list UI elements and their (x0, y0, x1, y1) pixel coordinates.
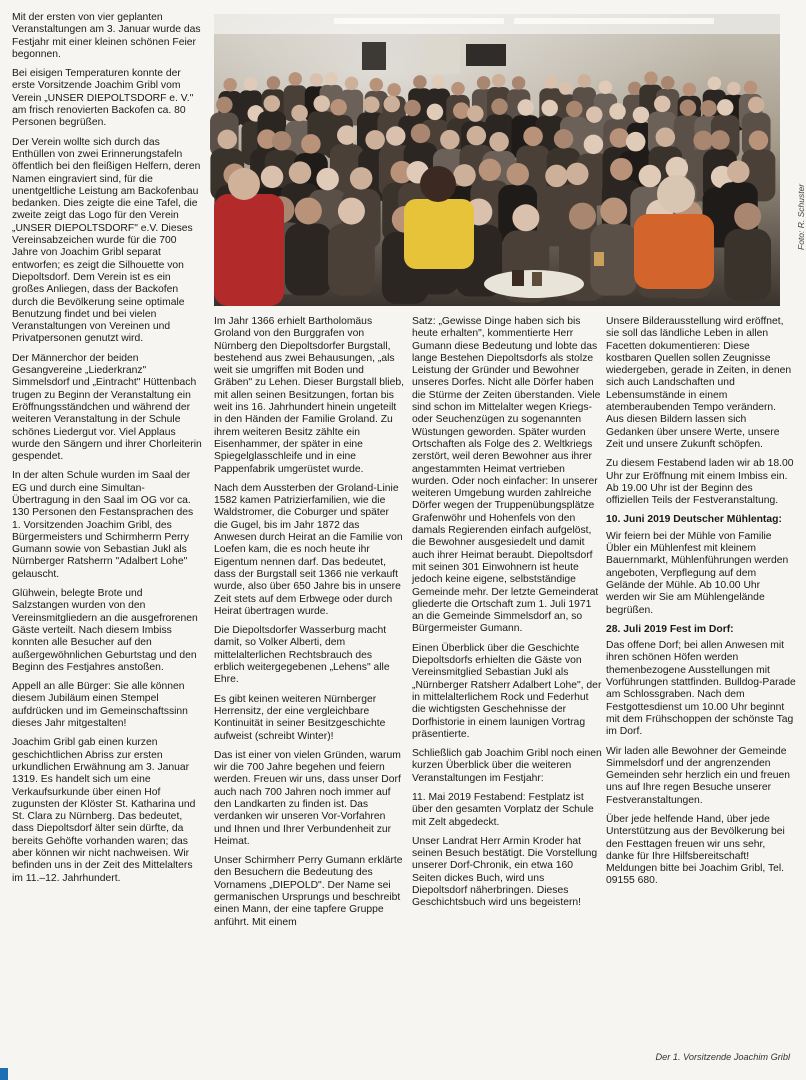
crowd-head (223, 78, 237, 92)
crowd-head (734, 203, 761, 230)
crowd-head (440, 130, 460, 150)
crowd-head (387, 83, 401, 97)
crowd-head (610, 158, 633, 181)
crowd-head (384, 96, 401, 113)
crowd-head (744, 81, 758, 95)
paragraph: Über jede helfende Hand, über jede Unterstützung aus der Bevölkerung bei den Festtagen freuen wir uns sehr, danke für Ihre Hilfsbereitschaft! Meldungen bitte bei Joachim Gribl, Tel. 09155 680. (606, 813, 785, 887)
paragraph: Es gibt keinen weiteren Nürnberger Herrensitz, der eine vergleichbare Kontinuität in seiner Besitzgeschichte aufweist (schreibt Winter)! (214, 693, 386, 742)
crowd-figure (724, 229, 771, 301)
text-column-4 (606, 316, 796, 895)
crowd-head (644, 72, 658, 86)
crowd-head (404, 100, 421, 117)
crowd-head (512, 204, 539, 231)
paragraph: Glühwein, belegte Brote und Salzstangen wurden von den Vereinsmitgliedern an die ausgefrorenen Gäste verteilt. Nach diesem Imbiss konnten alle Besucher auf den außergewöhnlichen Geburtstag und den Beginn des Festjahres anstoßen. (12, 588, 198, 673)
crowd-head (683, 83, 697, 97)
paragraph: Die Diepoltsdorfer Wasserburg macht damit, so Volker Alberti, dem mittelalterlichen Rechtsbrauch des erblich weitergegebenen „Lehens" alle Ehre. (214, 625, 390, 686)
crowd-head (492, 74, 506, 88)
crowd-head (710, 130, 730, 150)
crowd-head (559, 81, 573, 95)
crowd-head (432, 75, 446, 89)
paragraph: Das offene Dorf; bei allen Anwesen mit ihren schönen Höfen werden themenbezogene Ausstellungen mit Vorführungen stattfinden. Bulldog-Parade am Schlossgraben. Nach dem Festgottesdienst um 10.00 Uhr beginnt mit dem Frühschoppen der schönste Tag im Dorf. (606, 640, 796, 738)
crowd-head (467, 105, 484, 122)
crowd-head (708, 77, 722, 91)
crowd-head (477, 76, 491, 90)
crowd-head (289, 161, 312, 184)
crowd-head (693, 131, 713, 151)
crowd-head (700, 100, 717, 117)
crowd-head (330, 99, 347, 116)
crowd-head (610, 128, 630, 148)
crowd-head (295, 197, 322, 224)
crowd-head (523, 127, 543, 147)
paragraph: Nach dem Aussterben der Groland-Linie 1582 kamen Patrizierfamilien, wie die Waldstromer, die Coburger und später die Gugel, bis im Jahr 1872 das Anwesen durch Heirat an die Familie von Loefen kam, die es noch heute ihr Eigentum nennen darf. Das bedeutet, dass der Burgstall seit 1366 nie verkauft wurde, also über 650 Jahre bis in unsere Zeit stets auf dem Erbwege oder durch Heirat übertragen wurde. (214, 482, 403, 617)
crowd-head (337, 125, 357, 145)
crowd-head (218, 130, 238, 150)
crowd-head (609, 103, 626, 120)
crowd-head (566, 101, 583, 118)
crowd-head (749, 131, 769, 151)
paragraph: Satz: „Gewisse Dinge haben sich bis heute erhalten", kommentierte Herr Gumann diese Bedeutung und lobte das lange Bestehen Diepoltsdorfs als stolze Leistung der Gründer und Bewohner unseres Dorfes. Nicht alle Dörfer haben die Stürme der Zeiten überstanden. Viele sind schon im Mittelalter wegen Kriegs- oder Seuchenzügen zu sogenannten Wüstungen geworden. Später wurden Ortschaften als Folge des 2. Weltkriegs zerstört, weil deren Bewohner aus ihrer angestammten Heimat vertrieben wurden. Oder noch einfacher: In unserer weiteren Umgebung wurden zahlreiche Dörfer wegen der Truppenübungsplätze Grafenwöhr und Hohenfels von den damals Regierenden einfach aufgelöst, die Bewohner ausgesiedelt und damit auch ihrer Heimat beraubt. Diepoltsdorf mit seinen 301 Einwohnern ist heute jedoch keine eigene, selbstständige Gemeinde mehr. Der letzte Gemeinderat gliederte die Ortschaft zum 1. Juli 1971 an die Gemeinde Simmelsdorf an, so Bürgermeister Gumann. (412, 316, 601, 635)
crowd-head (427, 104, 444, 121)
crowd-head (578, 74, 592, 88)
crowd-head (350, 167, 373, 190)
crowd-head (626, 132, 646, 152)
crowd-head (489, 132, 509, 152)
paragraph: Zu diesem Festabend laden wir ab 18.00 Uhr zur Eröffnung mit einem Imbiss ein. Ab 19.00 Uhr ist der Beginn des offiziellen Teils der Festveranstaltung. (606, 458, 794, 507)
crowd-head (451, 82, 465, 96)
crowd-head (244, 77, 258, 91)
crowd-head (310, 73, 324, 87)
crowd-head (727, 160, 750, 183)
crowd-head (566, 163, 589, 186)
crowd-head (727, 82, 741, 96)
event-photo (214, 14, 780, 306)
crowd-head (586, 106, 603, 123)
crowd-head (680, 99, 697, 116)
crowd-head (748, 97, 765, 114)
crowd-head (491, 98, 508, 115)
crowd-head (301, 134, 321, 154)
crowd-head (272, 131, 292, 151)
crowd-head (541, 100, 558, 117)
crowd-head (370, 78, 384, 92)
crowd-head (365, 130, 385, 150)
crowd-head (411, 124, 431, 144)
crowd-head (544, 75, 558, 89)
crowd-head (517, 99, 534, 116)
paragraph: In der alten Schule wurden im Saal der EG und durch eine Simultan-Übertragung in den Saal im OG vor ca. 130 Personen den Festansprachen des 1. Vorsitzenden Joachim Gribl, des Bürgermeisters und Schirmherrn Perry Gumann sowie von Sebastian Jukl als Nürnberger Ratsherrn "Adalbert Lohe" gelauscht. (12, 470, 194, 580)
page-edge-marker (0, 1068, 8, 1080)
paragraph: Unser Schirmherr Perry Gumann erklärte den Besuchern die Bedeutung des Vornamens „DIEPOLD". Der Name sei germanischen Ursprungs und beschreibt einen Mann, der eine tapfere Gruppe anführt. Mit einem (214, 855, 403, 928)
crowd-head (633, 107, 650, 124)
paragraph: Schließlich gab Joachim Gribl noch einen kurzen Überblick über die weiteren Veranstaltungen im Festjahr: (412, 748, 602, 784)
crowd-head (386, 126, 406, 145)
paragraph: Der Männerchor der beiden Gesangvereine „Liederkranz" Simmelsdorf und „Eintracht" Hüttenbach trugen zu Beginn der Veranstaltung ein Eröffnungsständchen und während der weiteren Veranstaltung in der Schule schönes Liedergut vor. Viel Applaus wurde den Sängern und ihrer Chorleiterin gespendet. (12, 352, 202, 463)
signature: Der 1. Vorsitzende Joachim Gribl (655, 1052, 790, 1062)
section-heading: 10. Juni 2019 Deutscher Mühlentag: (606, 514, 782, 526)
paragraph: Mit der ersten von vier geplanten Veranstaltungen am 3. Januar wurde das Festjahr mit einer kleinen schönen Feier begonnen. (12, 12, 201, 60)
paragraph: Der Verein wollte sich durch das Enthüllen von zwei Erinnerungstafeln öffentlich bei den fleißigen Helfern, deren Namen eingraviert sind, für die unentgeltliche Leistung am Backofenbau bedanken. Dies zeigte die eine Tafel, die zweite zeigt das Logo für den Verein „UNSER DIEPOLTSDORF" e.V. Dieses Vereinsabzeichen wurde für die 700 Jahre von Joachim Gribl separat entworfen; es zeigt die Silhouette von Diepoltsdorf. Dem Verein ist es ein großes Anliegen, dass der Backofen durch die Bevölkerung seine optimale Benutzung findet und bei vielen Veranstaltungen von Vereinen und Privatpersonen genutzt wird. (12, 136, 201, 345)
paragraph: Unsere Bilderausstellung wird eröffnet, sie soll das ländliche Leben in allen Facetten dokumentieren: Diese kostbaren Quellen sollen Zeugnisse wiedergeben, gerade in Zeiten, in denen sich auch Landschaften und Lebensumstände in einem atemberaubenden Tempo verändern. Aus diesen Bildern lassen sich Gedanken über unsere Werte, unsere Zeit und unsere Zukunft schöpfen. (606, 316, 792, 450)
crowd-head (453, 102, 470, 119)
crowd-head (479, 159, 502, 182)
crowd-head (661, 76, 675, 90)
crowd-head (545, 165, 568, 188)
crowd-head (267, 76, 281, 90)
crowd-figure (328, 224, 375, 296)
crowd-head (654, 96, 671, 113)
crowd-head (600, 198, 627, 225)
text-column-1 (12, 12, 202, 892)
paragraph: Bei eisigen Temperaturen konnte der erste Vorsitzende Joachim Gribl vom Verein „UNSER DIEPOLTSDORF e. V." am frisch renovierten Backofen ca. 80 Personen begrüßen. (12, 68, 194, 129)
crowd-head (453, 164, 476, 187)
text-column-2 (214, 316, 404, 936)
crowd-head (264, 95, 281, 112)
crowd-head (467, 126, 487, 146)
crowd-head (291, 105, 308, 122)
section-heading: 28. Juli 2019 Fest im Dorf: (606, 623, 734, 635)
crowd-head (717, 99, 734, 116)
paragraph: Das ist einer von vielen Gründen, warum wir die 700 Jahre begehen und feiern werden. Freuen wir uns, dass unser Dorf auch nach 700 Jahren noch immer auf den Landkarten zu finden ist. Das verdanken wir unseren Vor-Vorfahren und Ihnen und Ihrer Verbundenheit zur Heimat. (214, 749, 401, 847)
paragraph: Wir laden alle Bewohner der Gemeinde Simmelsdorf und der angrenzenden Gemeinden sehr herzlich ein und freuen uns auf Ihre regen Besuche unserer Festveranstaltungen. (606, 745, 791, 806)
crowd-head (639, 165, 662, 188)
crowd-figure (285, 224, 332, 296)
paragraph: 11. Mai 2019 Festabend: Festplatz ist über den gesamten Vorplatz der Schule mit Zelt abgedeckt. (412, 791, 594, 828)
crowd-head (413, 75, 427, 89)
paragraph: Wir feiern bei der Mühle von Familie Übler ein Mühlenfest mit kleinem Bauernmarkt, Mühlenführungen werden angeboten, Verpflegung auf dem Gelände der Mühle. Ab 10.00 Uhr werden wir Sie am Mühlengelände begrüßen. (606, 530, 789, 616)
crowd-head (289, 72, 303, 86)
photo-credit: Foto: R. Schuster (796, 183, 806, 250)
text-column-3 (412, 316, 602, 917)
crowd-head (345, 77, 359, 91)
crowd-head (216, 97, 233, 114)
paragraph: Im Jahr 1366 erhielt Bartholomäus Groland von den Burggrafen von Nürnberg den Diepoltsdorfer Burgstall, bestehend aus zwei Behausungen, „als weit sie umgriffen mit Boden und Gräben" zu Lehen. Dieser Burgstall blieb, mit allen seinen Besitzungen, fortan bis weit ins 16. Jahrhundert hinein ungeteilt in den Händen der Familie Groland. Zu ihrem weiteren Besitz zählte ein Eisenhammer, der später in eine Spiegelglasschleife und in eine Pappenfabrik umgerüstet wurde. (214, 316, 404, 475)
crowd-head (316, 168, 339, 191)
paragraph: Appell an alle Bürger: Sie alle können diesem Jubiläum einen Stempel aufdrücken und im Gemeinschaftssinn dieses Jahr mitgestalten! (12, 681, 188, 730)
crowd-head (261, 166, 284, 189)
crowd-head (363, 96, 380, 113)
crowd-head (569, 203, 596, 230)
crowd-head (512, 76, 526, 90)
paragraph: Joachim Gribl gab einen kurzen geschichtlichen Abriss zur ersten urkundlichen Erwähnung am 3. Januar 1319. Es handelt sich um eine Verkaufsurkunde über einen Hof zugunsten der Klöster St. Katharina und St. Clara zu Nürnberg. Das bedeutet, dass Diepoltsdorf älter sein dürfte, da bereits Gehöfte vorhanden waren; das aber können wir nicht nachweisen. Wir befinden uns in der Zeit des Mittelalters im 11.–12. Jahrhundert. (12, 737, 196, 884)
crowd-head (313, 95, 330, 112)
paragraph: Einen Überblick über die Geschichte Diepoltsdorfs erhielten die Gäste von Vereinsmitglied Sebastian Jukl als „Nürnberger Ratsherr Adalbert Lohe", der in mittelalterlichem Rock und Federhut die wichtigsten Geschehnisse der Dorfhistorie in einem launigen Vortrag präsentierte. (412, 642, 602, 740)
crowd-head (584, 135, 604, 155)
crowd-head (599, 80, 613, 94)
crowd-head (338, 198, 365, 225)
crowd-head (324, 72, 338, 86)
paragraph: Unser Landrat Herr Armin Kroder hat seinen Besuch bestätigt. Die Vorstellung unserer Dorf-Chronik, ein etwa 160 Seiten dickes Buch, wird uns Diepoltsdorf näherbringen. Dieses Geschichtsbuch wird uns begeistern! (412, 835, 598, 909)
crowd-head (506, 163, 529, 186)
crowd-head (656, 127, 676, 146)
crowd-head (554, 129, 574, 149)
